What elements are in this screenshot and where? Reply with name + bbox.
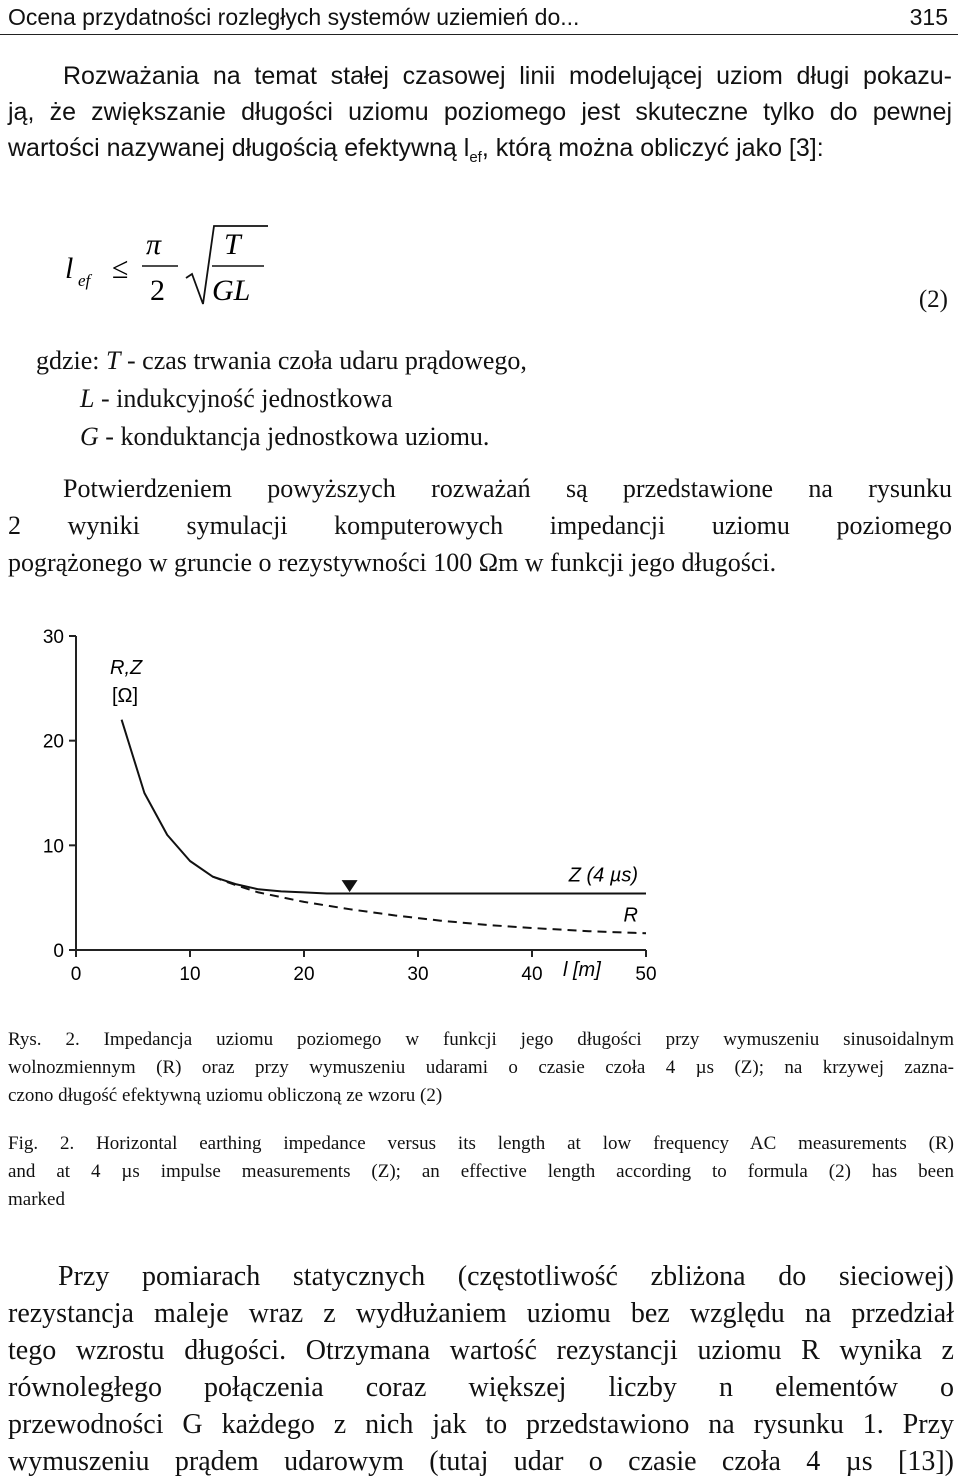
series-z-line [122,720,646,894]
symbol: T [106,346,121,375]
definition-line [36,380,527,418]
impedance-chart [30,618,670,998]
y-axis-unit: [Ω] [112,685,139,707]
eq-sqrt-numerator: T [224,228,241,261]
equation-number: (2) [918,286,948,313]
eq-sqrt-denominator: GL [212,274,251,307]
running-header [0,0,958,35]
x-tick-label: 40 [521,964,543,985]
symbol: G [80,422,99,451]
x-tick-label: 20 [293,964,315,985]
y-tick-label: 10 [42,836,64,858]
caption-line: wolnozmiennym (R) oraz przy wymuszeniu udarami o czasie czoła 4 µs (Z); na krzywej zazna- [8,1057,954,1078]
eq-frac-numerator: π [146,228,162,261]
intro-paragraph [8,58,952,176]
paragraph-line: Rozważania na temat stałej czasowej linii modelującej uziom długi pokazu- [63,62,952,90]
eq-frac-denominator: 2 [150,274,165,307]
paragraph-line: wymuszeniu prądem udarowym (tutaj udar o czasie czoła 4 µs [13]) [8,1446,954,1477]
eq-lhs-subscript: ef [78,271,91,290]
effective-length-marker [342,880,358,892]
paragraph-line: pogrążonego w gruncie o rezystywności 100 Ωm w funkcji jego długości. [8,548,777,577]
text-run: - konduktancja jednostkowa uziomu. [98,422,490,451]
y-axis-label: R,Z [110,657,143,679]
running-title: Ocena przydatności rozległych systemów uziemień do... [8,4,580,30]
text-run: - czas trwania czoła udaru prądowego, [120,346,527,375]
text-run: - indukcyjność jednostkowa [94,384,393,413]
eq-lhs: l [65,252,74,285]
paragraph-line [8,130,952,176]
chart-series-group [122,720,646,934]
x-tick-label: 50 [635,964,657,985]
caption-line: and at 4 µs impulse measurements (Z); an effective length according to formula (2) has been [8,1161,954,1182]
chart-ticks [43,627,657,985]
paragraph-line: rezystancja maleje wraz z wydłużaniem uziomu bez względu na przedział [8,1298,954,1329]
caption-line: Fig. 2. Horizontal earthing impedance versus its length at low frequency AC measurements (R) [8,1133,954,1154]
x-tick-label: 0 [70,964,82,985]
paragraph-line: 2 wyniki symulacji komputerowych impedancji uziomu poziomego [8,511,952,540]
caption-line: czono długość efektywną uziomu obliczoną ze wzoru (2) [8,1085,443,1106]
results-paragraph [8,470,952,581]
paragraph-line: równoległego połączenia coraz większej liczby n elementów o [8,1372,954,1403]
definition-line [36,342,527,380]
caption-line: Rys. 2. Impedancja uziomu poziomego w funkcji jego długości przy wymuszeniu sinusoidalnym [8,1029,954,1050]
text-run: , którą można obliczyć jako [3]: [481,134,824,162]
equation-2 [0,210,960,330]
caption-line: marked [8,1189,65,1210]
paragraph-line: przewodności G każdego z nich jak to przedstawiono na rysunku 1. Przy [8,1409,954,1440]
figure-caption-en [8,1130,954,1214]
x-axis-label: l [m] [563,959,601,981]
text-run: wartości nazywanej długością efektywną l [8,134,470,162]
eq-relation: ≤ [112,252,129,285]
paragraph-line: ją, że zwiększanie długości uziomu poziomego jest skuteczne tylko do pewnej [8,98,952,126]
subscript: ef [469,149,482,166]
symbol-definitions [36,342,527,456]
y-tick-label: 0 [53,941,64,962]
figure-caption-pl [8,1026,954,1110]
y-tick-label: 20 [42,731,64,753]
x-tick-label: 30 [407,964,429,985]
static-measurements-paragraph [8,1258,954,1480]
paragraph-line: Potwierdzeniem powyższych rozważań są przedstawione na rysunku [63,474,952,503]
symbol: L [80,384,95,413]
x-tick-label: 10 [179,964,201,985]
series-r-label: R [623,904,638,927]
paragraph-line: Przy pomiarach statycznych (częstotliwość zbliżona do sieciowej) [58,1261,954,1292]
definition-line [36,418,527,456]
series-z-label: Z (4 µs) [568,864,638,887]
page-number: 315 [909,4,948,30]
paragraph-line: tego wzrostu długości. Otrzymana wartość rezystancji uziomu R wynika z [8,1335,954,1366]
y-tick-label: 30 [42,627,64,648]
text-run: gdzie: [36,346,107,375]
